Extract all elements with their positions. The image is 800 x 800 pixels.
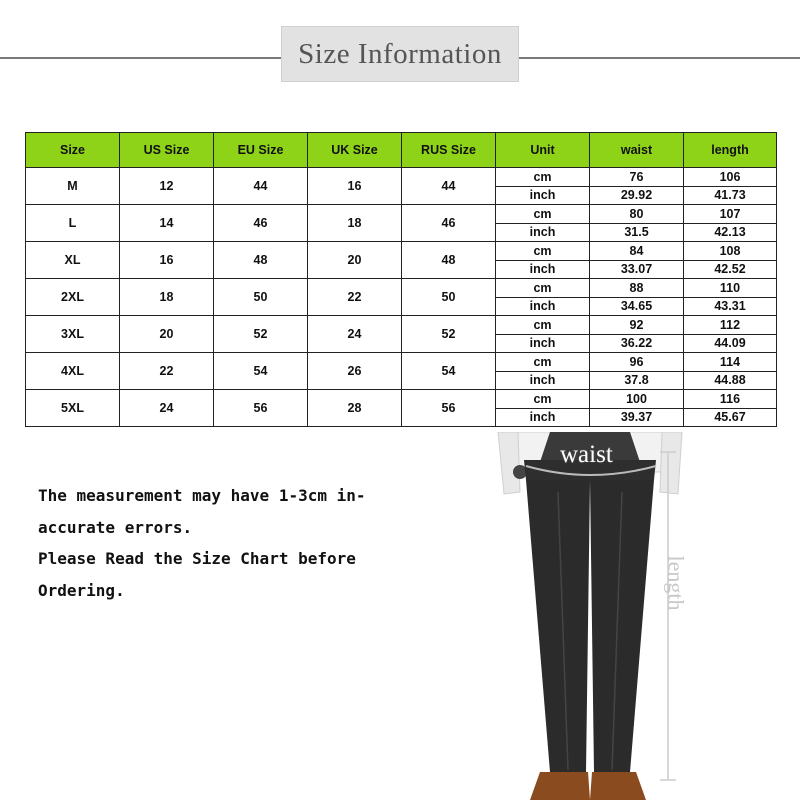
column-header: UK Size xyxy=(308,133,402,168)
unit-cell: inch xyxy=(496,371,590,390)
unit-cell: inch xyxy=(496,223,590,242)
left-trouser-leg xyxy=(526,480,590,772)
length-cell: 43.31 xyxy=(684,297,777,316)
size-cell: L xyxy=(26,205,120,242)
unit-cell: cm xyxy=(496,168,590,187)
column-header: Size xyxy=(26,133,120,168)
waist-label: waist xyxy=(560,441,613,468)
table-row xyxy=(26,242,777,261)
left-shoe-shape xyxy=(530,772,590,800)
trousers-illustration xyxy=(490,432,690,800)
column-header: RUS Size xyxy=(402,133,496,168)
eu-size-cell: 54 xyxy=(214,353,308,390)
length-cell: 106 xyxy=(684,168,777,187)
rus-size-cell: 48 xyxy=(402,242,496,279)
waist-cell: 100 xyxy=(590,390,684,409)
right-trouser-leg xyxy=(590,480,654,772)
waist-cell: 84 xyxy=(590,242,684,261)
us-size-cell: 20 xyxy=(120,316,214,353)
length-cell: 112 xyxy=(684,316,777,335)
size-cell: 4XL xyxy=(26,353,120,390)
length-cell: 42.13 xyxy=(684,223,777,242)
note-line: accurate errors. xyxy=(38,517,193,537)
unit-cell: cm xyxy=(496,279,590,298)
waist-cell: 33.07 xyxy=(590,260,684,279)
column-header: length xyxy=(684,133,777,168)
eu-size-cell: 56 xyxy=(214,390,308,427)
length-cell: 42.52 xyxy=(684,260,777,279)
eu-size-cell: 50 xyxy=(214,279,308,316)
size-cell: 2XL xyxy=(26,279,120,316)
column-header: Unit xyxy=(496,133,590,168)
waist-cell: 29.92 xyxy=(590,186,684,205)
waist-cell: 34.65 xyxy=(590,297,684,316)
us-size-cell: 14 xyxy=(120,205,214,242)
uk-size-cell: 26 xyxy=(308,353,402,390)
column-header: EU Size xyxy=(214,133,308,168)
size-cell: 5XL xyxy=(26,390,120,427)
unit-cell: cm xyxy=(496,390,590,409)
size-chart-table xyxy=(25,132,777,427)
unit-cell: inch xyxy=(496,297,590,316)
length-cell: 45.67 xyxy=(684,408,777,427)
length-cell: 116 xyxy=(684,390,777,409)
rus-size-cell: 44 xyxy=(402,168,496,205)
unit-cell: inch xyxy=(496,186,590,205)
us-size-cell: 12 xyxy=(120,168,214,205)
uk-size-cell: 16 xyxy=(308,168,402,205)
table-row xyxy=(26,168,777,187)
note-line: The measurement may have 1-3cm in- xyxy=(38,486,366,505)
unit-cell: inch xyxy=(496,408,590,427)
unit-cell: inch xyxy=(496,334,590,353)
right-arm-shape xyxy=(660,432,682,494)
uk-size-cell: 18 xyxy=(308,205,402,242)
rus-size-cell: 46 xyxy=(402,205,496,242)
waist-cell: 88 xyxy=(590,279,684,298)
eu-size-cell: 46 xyxy=(214,205,308,242)
eu-size-cell: 52 xyxy=(214,316,308,353)
waist-cell: 80 xyxy=(590,205,684,224)
table-row xyxy=(26,279,777,298)
waist-cell: 96 xyxy=(590,353,684,372)
uk-size-cell: 22 xyxy=(308,279,402,316)
waist-cell: 31.5 xyxy=(590,223,684,242)
waist-cell: 36.22 xyxy=(590,334,684,353)
unit-cell: inch xyxy=(496,260,590,279)
uk-size-cell: 20 xyxy=(308,242,402,279)
waist-cell: 39.37 xyxy=(590,408,684,427)
table-row xyxy=(26,353,777,372)
note-line: Ordering. xyxy=(38,580,125,600)
column-header: waist xyxy=(590,133,684,168)
waist-cell: 76 xyxy=(590,168,684,187)
size-cell: XL xyxy=(26,242,120,279)
size-cell: M xyxy=(26,168,120,205)
table-header-row xyxy=(26,133,777,168)
waist-cell: 37.8 xyxy=(590,371,684,390)
header-title-box xyxy=(282,27,518,81)
us-size-cell: 24 xyxy=(120,390,214,427)
page-title: Size Information xyxy=(298,37,502,70)
table-row xyxy=(26,390,777,409)
rus-size-cell: 52 xyxy=(402,316,496,353)
uk-size-cell: 28 xyxy=(308,390,402,427)
us-size-cell: 22 xyxy=(120,353,214,390)
rus-size-cell: 56 xyxy=(402,390,496,427)
size-cell: 3XL xyxy=(26,316,120,353)
eu-size-cell: 44 xyxy=(214,168,308,205)
length-cell: 41.73 xyxy=(684,186,777,205)
left-arm-shape xyxy=(498,432,520,494)
length-cell: 114 xyxy=(684,353,777,372)
length-cell: 110 xyxy=(684,279,777,298)
unit-cell: cm xyxy=(496,242,590,261)
unit-cell: cm xyxy=(496,316,590,335)
us-size-cell: 18 xyxy=(120,279,214,316)
length-cell: 108 xyxy=(684,242,777,261)
waist-cell: 92 xyxy=(590,316,684,335)
measurement-note xyxy=(38,480,398,606)
note-line: Please Read the Size Chart before xyxy=(38,549,356,568)
length-label: length xyxy=(663,555,689,611)
table-row xyxy=(26,316,777,335)
right-shoe-shape xyxy=(590,772,646,800)
rus-size-cell: 54 xyxy=(402,353,496,390)
unit-cell: cm xyxy=(496,353,590,372)
eu-size-cell: 48 xyxy=(214,242,308,279)
length-cell: 44.88 xyxy=(684,371,777,390)
rus-size-cell: 50 xyxy=(402,279,496,316)
uk-size-cell: 24 xyxy=(308,316,402,353)
us-size-cell: 16 xyxy=(120,242,214,279)
length-cell: 44.09 xyxy=(684,334,777,353)
column-header: US Size xyxy=(120,133,214,168)
unit-cell: cm xyxy=(496,205,590,224)
length-cell: 107 xyxy=(684,205,777,224)
table-row xyxy=(26,205,777,224)
